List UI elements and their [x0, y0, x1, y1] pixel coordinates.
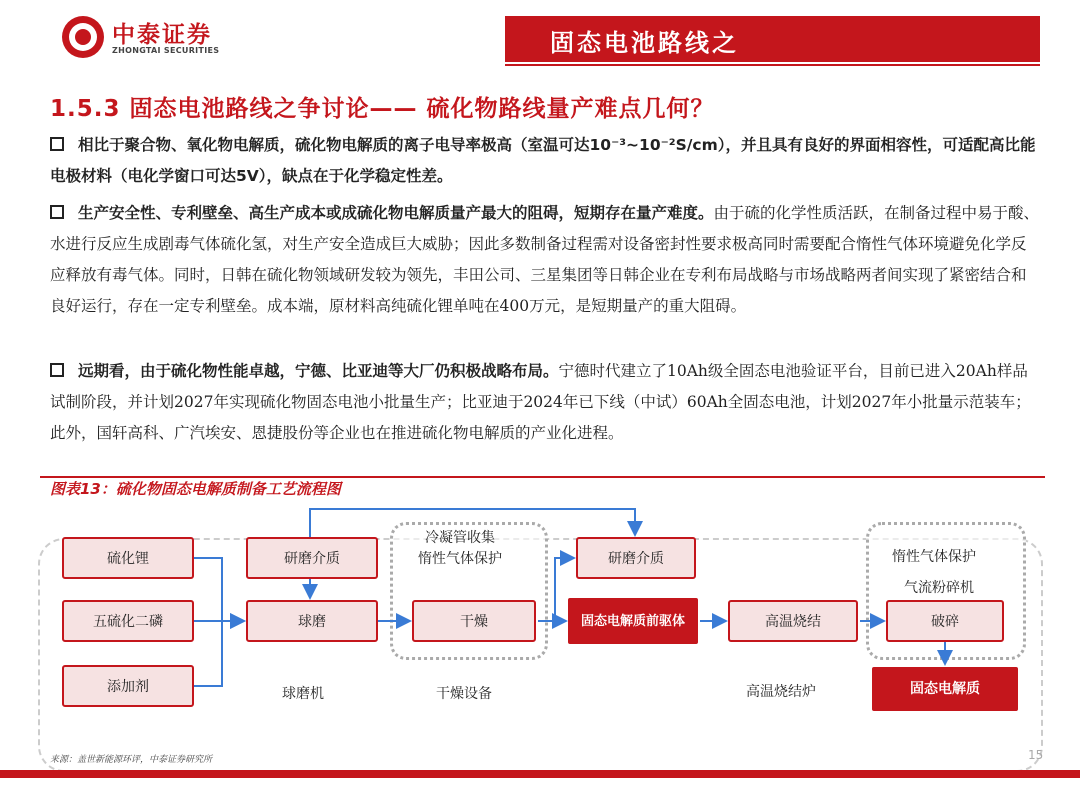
- node-high-temp-sintering: 高温烧结: [728, 600, 858, 642]
- label-inert-gas-1: 惰性气体保护: [418, 551, 502, 567]
- node-additive: 添加剂: [62, 665, 194, 707]
- logo-cn: 中泰证券: [112, 22, 212, 48]
- figure-source: 来源：盖世新能源环评，中泰证券研究所: [50, 755, 213, 765]
- node-solid-electrolyte: 固态电解质: [872, 667, 1018, 711]
- node-lithium-sulfide: 硫化锂: [62, 537, 194, 579]
- node-grinding-media-1: 研磨介质: [246, 537, 378, 579]
- label-jet-mill: 气流粉碎机: [904, 580, 974, 596]
- paragraph-3-bold: 远期看，由于硫化物性能卓越，宁德、比亚迪等大厂仍积极战略布局。: [78, 362, 559, 380]
- paragraph-2-bold: 生产安全性、专利壁垒、高生产成本或成硫化物电解质量产最大的阻碍，短期存在量产难度。: [78, 204, 714, 222]
- section-title: 1.5.3 固态电池路线之争讨论—— 硫化物路线量产难点几何？: [50, 96, 715, 122]
- node-crushing: 破碎: [886, 600, 1004, 642]
- node-electrolyte-precursor: 固态电解质前驱体: [568, 598, 698, 644]
- label-sintering-furnace: 高温烧结炉: [746, 684, 816, 700]
- node-drying: 干燥: [412, 600, 536, 642]
- logo-en: ZHONGTAI SECURITIES: [112, 46, 220, 55]
- paragraph-1-bold: 相比于聚合物、氧化物电解质，硫化物电解质的离子电导率极高（室温可达10⁻³~10⁻²S/cm），并且具有良好的界面相容性，可适配高比能电极材料（电化学窗口可达5V），缺点在于化学稳定性差。: [50, 136, 1036, 185]
- label-ball-mill-equipment: 球磨机: [282, 686, 324, 702]
- node-grinding-media-2: 研磨介质: [576, 537, 696, 579]
- paragraph-2-text: 由于硫的化学性质活跃，在制备过程中易于酸、水进行反应生成剧毒气体硫化氢，对生产安全造成巨大威胁；因此多数制备过程需对设备密封性要求极高同时需要配合惰性气体环境避免化学反应释放有毒气体。同时，日韩在硫化物领域研发较为领先，丰田公司、三星集团等日韩企业在专利布局战略与市场战略两者间实现了紧密结合和良好运行，存在一定专利壁垒。成本端，原材料高纯硫化锂单吨在400万元，是短期量产的重大阻碍。: [50, 204, 1040, 315]
- label-inert-gas-2: 惰性气体保护: [892, 549, 976, 565]
- figure-title: 图表13：硫化物固态电解质制备工艺流程图: [50, 480, 341, 498]
- node-phosphorus-pentasulfide: 五硫化二磷: [62, 600, 194, 642]
- node-ball-milling: 球磨: [246, 600, 378, 642]
- paragraph-3-text: 宁德时代建立了10Ah级全固态电池验证平台，目前已进入20Ah样品试制阶段，并计划2027年实现硫化物固态电池小批量生产；比亚迪于2024年已下线（中试）60Ah全固态电池，计划2027年小批量示范装车；此外，国轩高科、广汽埃安、恩捷股份等企业也在推进硫化物电解质的产业化进程。: [50, 362, 1031, 442]
- label-condenser: 冷凝管收集: [425, 530, 495, 546]
- page-number: 15: [1028, 748, 1044, 762]
- header-tag-text: 固态电池路线之: [550, 29, 739, 57]
- footer-bar: [0, 770, 1080, 778]
- label-drying-equipment: 干燥设备: [436, 686, 492, 702]
